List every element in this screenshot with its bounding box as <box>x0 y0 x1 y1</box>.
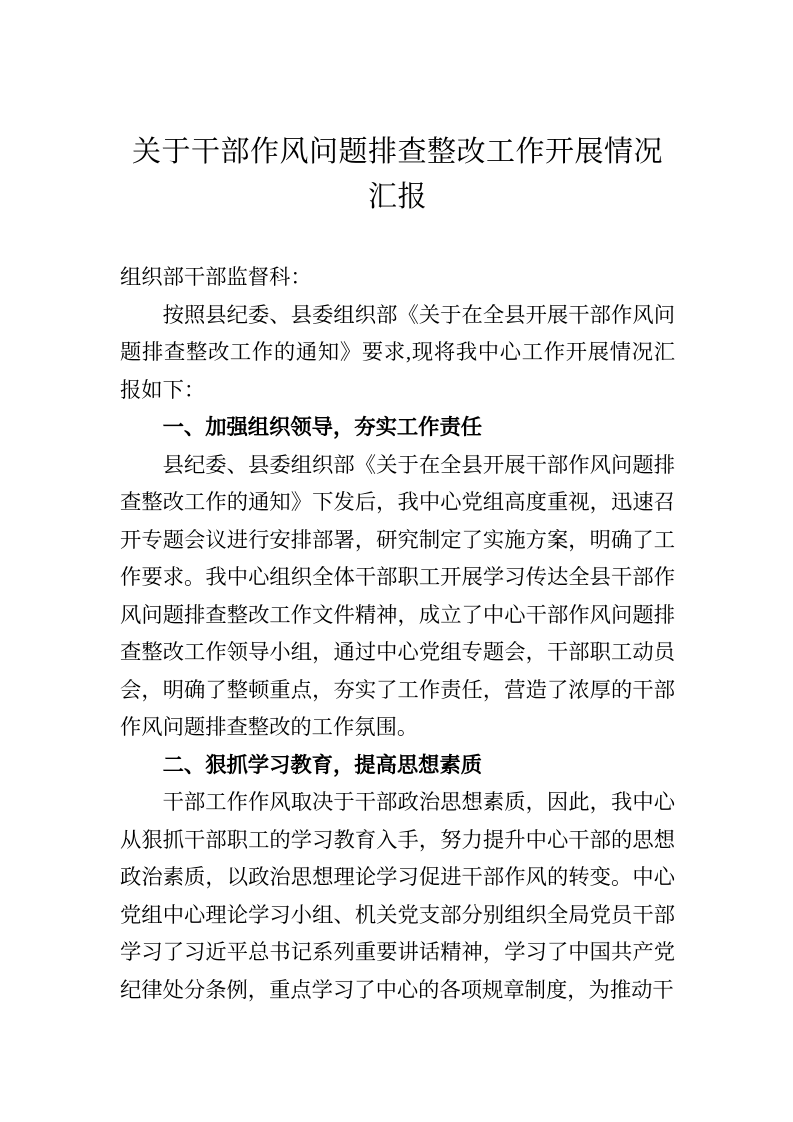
paragraph-opening: 按照县纪委、县委组织部《关于在全县开展干部作风问题排查整改工作的通知》要求,现将我中心工作开展情况汇报如下： <box>120 302 675 402</box>
title-line-2: 汇报 <box>367 181 427 213</box>
salutation: 组织部干部监督科： <box>120 265 312 289</box>
section-1-paragraph: 县纪委、县委组织部《关于在全县开展干部作风问题排查整改工作的通知》下发后，我中心党组高度重视，迅速召开专题会议进行安排部署，研究制定了实施方案，明确了工作要求。我中心组织全体干部职工开展学习传达全县干部作风问题排查整改工作文件精神，成立了中心干部作风问题排查整改工作领导小组，通过中心党组专题会，干部职工动员会，明确了整顿重点，夯实了工作责任，营造了浓厚的干部作风问题排查整改的工作氛围。 <box>120 452 675 739</box>
title-line-1: 关于干部作风问题排查整改工作开展情况 <box>131 136 663 168</box>
section-heading-1: 一、加强组织领导，夯实工作责任 <box>162 415 483 439</box>
document-title <box>120 130 675 220</box>
section-heading-2: 二、狠抓学习教育，提高思想素质 <box>162 752 483 777</box>
section-2-paragraph: 干部工作作风取决于干部政治思想素质，因此，我中心从狠抓干部职工的学习教育入手，努力提升中心干部的思想政治素质，以政治思想理论学习促进干部作风的转变。中心党组中心理论学习小组、机关党支部分别组织全局党员干部学习了习近平总书记系列重要讲话精神，学习了中国共产党纪律处分条例，重点学习了中心的各项规章制度，为推动干 <box>120 790 675 1002</box>
